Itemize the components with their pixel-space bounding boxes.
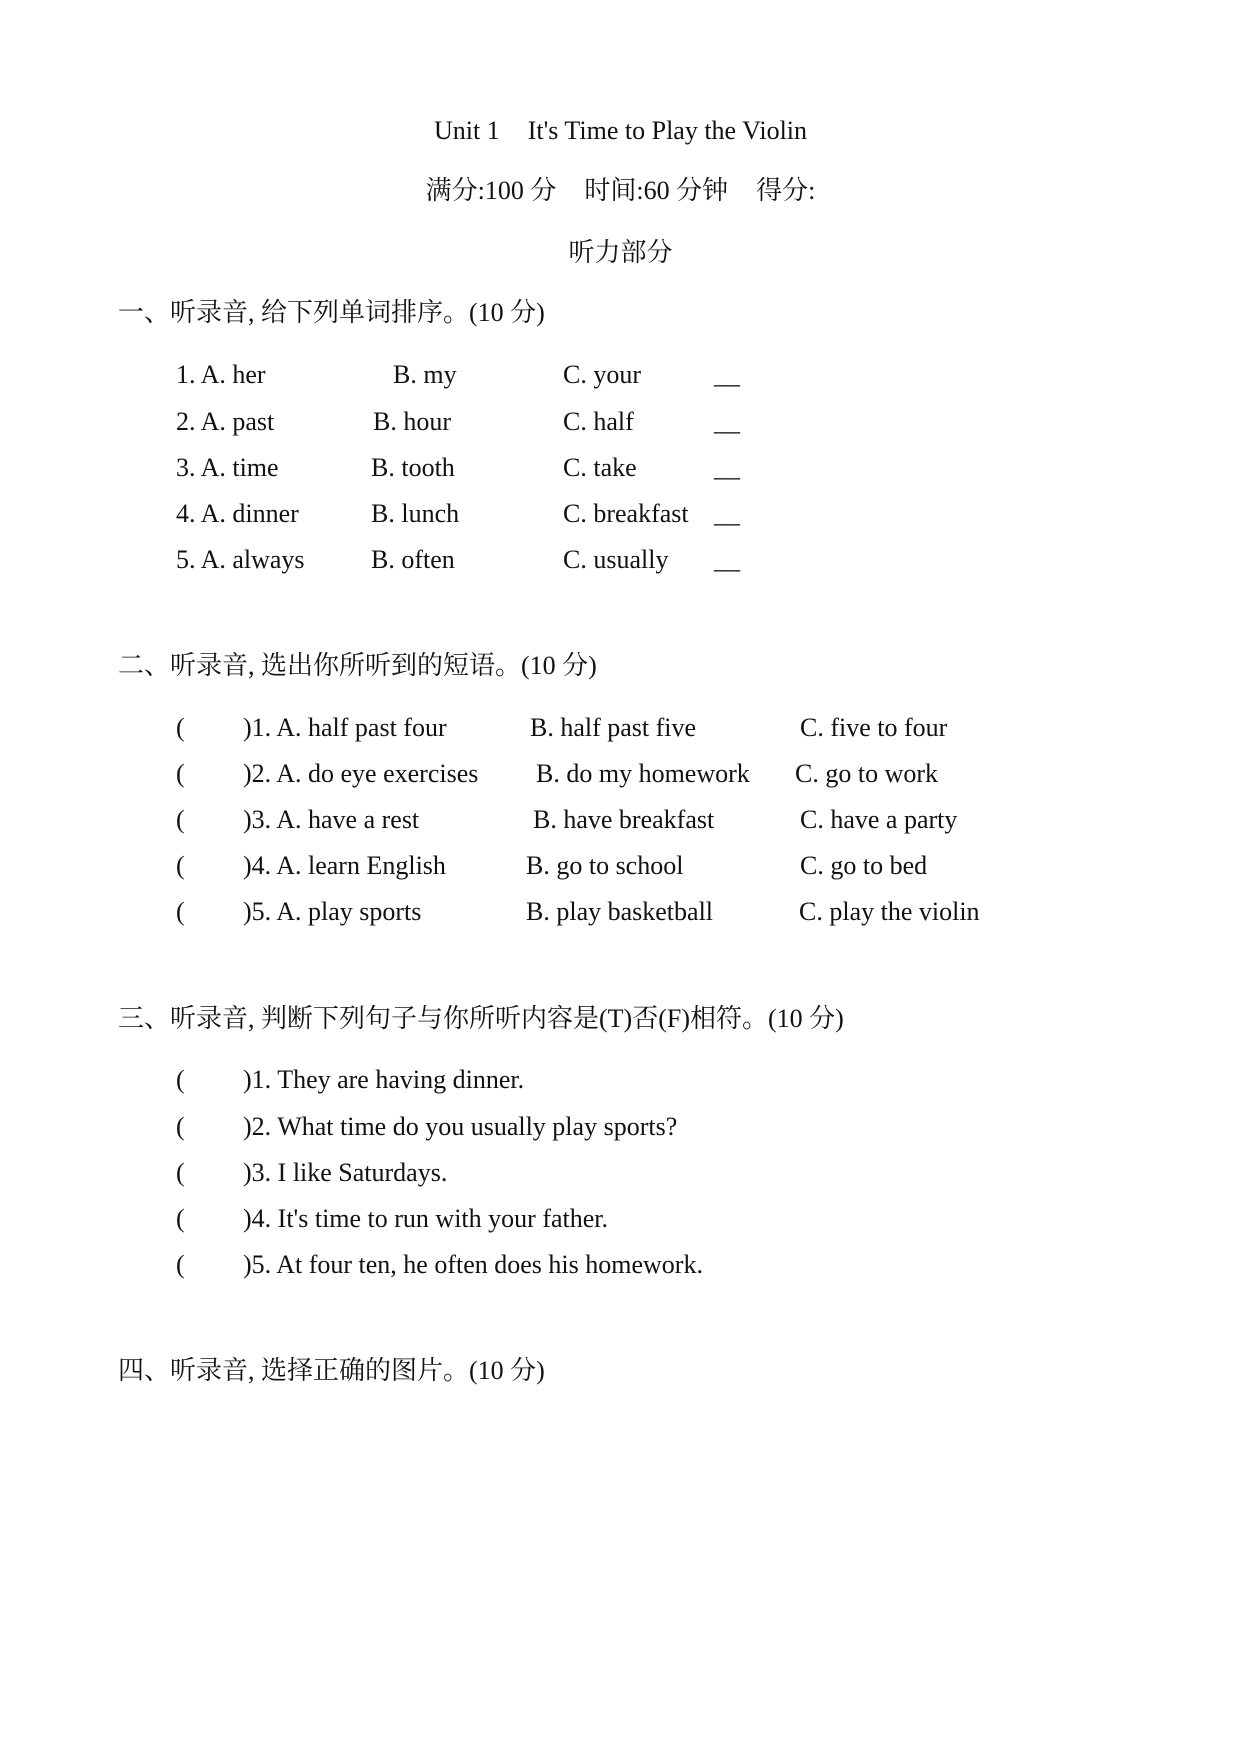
- option-a: 5. A. always: [176, 545, 305, 574]
- option-c: C. usually: [563, 545, 669, 574]
- answer-paren[interactable]: (: [176, 759, 185, 788]
- option-c: C. your: [563, 360, 641, 389]
- answer-blank[interactable]: __: [714, 545, 740, 574]
- page-title: [0, 118, 1241, 144]
- section-3-heading: 三、听录音, 判断下列句子与你所听内容是(T)否(F)相符。(10 分): [118, 1004, 844, 1033]
- option-b: B. go to school: [526, 851, 684, 880]
- answer-paren[interactable]: (: [176, 1158, 185, 1187]
- unit-title: It's Time to Play the Violin: [527, 116, 808, 145]
- answer-blank[interactable]: __: [714, 499, 740, 528]
- option-a: 1. A. her: [176, 360, 266, 389]
- score-field: 得分:: [756, 176, 816, 205]
- option-c: C. take: [563, 453, 637, 482]
- answer-blank[interactable]: __: [714, 453, 740, 482]
- statement-text: )3. I like Saturdays.: [243, 1158, 448, 1187]
- option-a: )5. A. play sports: [243, 897, 422, 926]
- option-b: B. hour: [373, 407, 451, 436]
- option-a: 2. A. past: [176, 407, 275, 436]
- option-b: B. half past five: [530, 713, 697, 742]
- exam-time: 时间:60 分钟: [584, 176, 729, 205]
- part-title: 听力部分: [568, 238, 673, 267]
- section-1-heading: 一、听录音, 给下列单词排序。(10 分): [118, 298, 545, 327]
- answer-paren[interactable]: (: [176, 851, 185, 880]
- option-c: C. go to work: [795, 759, 938, 788]
- option-b: B. often: [371, 545, 455, 574]
- answer-blank[interactable]: __: [714, 407, 740, 436]
- option-b: B. tooth: [371, 453, 455, 482]
- answer-paren[interactable]: (: [176, 1065, 185, 1094]
- option-b: B. my: [393, 360, 457, 389]
- section-2-heading: 二、听录音, 选出你所听到的短语。(10 分): [118, 651, 597, 680]
- option-c: C. breakfast: [563, 499, 689, 528]
- option-b: B. do my homework: [536, 759, 750, 788]
- option-a: )3. A. have a rest: [243, 805, 420, 834]
- statement-text: )4. It's time to run with your father.: [243, 1204, 609, 1233]
- section-4-heading: 四、听录音, 选择正确的图片。(10 分): [118, 1356, 545, 1385]
- option-a: )4. A. learn English: [243, 851, 446, 880]
- answer-paren[interactable]: (: [176, 1204, 185, 1233]
- full-marks: 满分:100 分: [425, 176, 557, 205]
- option-b: B. lunch: [371, 499, 460, 528]
- option-a: 3. A. time: [176, 453, 279, 482]
- statement-text: )1. They are having dinner.: [243, 1065, 525, 1094]
- option-c: C. five to four: [800, 713, 948, 742]
- exam-info: [0, 178, 1241, 204]
- statement-text: )5. At four ten, he often does his homework.: [243, 1250, 703, 1279]
- option-c: C. play the violin: [799, 897, 980, 926]
- option-b: B. have breakfast: [533, 805, 715, 834]
- option-a: )1. A. half past four: [243, 713, 447, 742]
- answer-paren[interactable]: (: [176, 1112, 185, 1141]
- answer-paren[interactable]: (: [176, 897, 185, 926]
- option-c: C. half: [563, 407, 634, 436]
- unit-label: Unit 1: [433, 116, 500, 145]
- answer-blank[interactable]: __: [714, 360, 740, 389]
- statement-text: )2. What time do you usually play sports?: [243, 1112, 678, 1141]
- answer-paren[interactable]: (: [176, 805, 185, 834]
- option-c: C. go to bed: [800, 851, 928, 880]
- option-a: 4. A. dinner: [176, 499, 299, 528]
- option-c: C. have a party: [800, 805, 958, 834]
- answer-paren[interactable]: (: [176, 1250, 185, 1279]
- option-b: B. play basketball: [526, 897, 714, 926]
- option-a: )2. A. do eye exercises: [243, 759, 479, 788]
- answer-paren[interactable]: (: [176, 713, 185, 742]
